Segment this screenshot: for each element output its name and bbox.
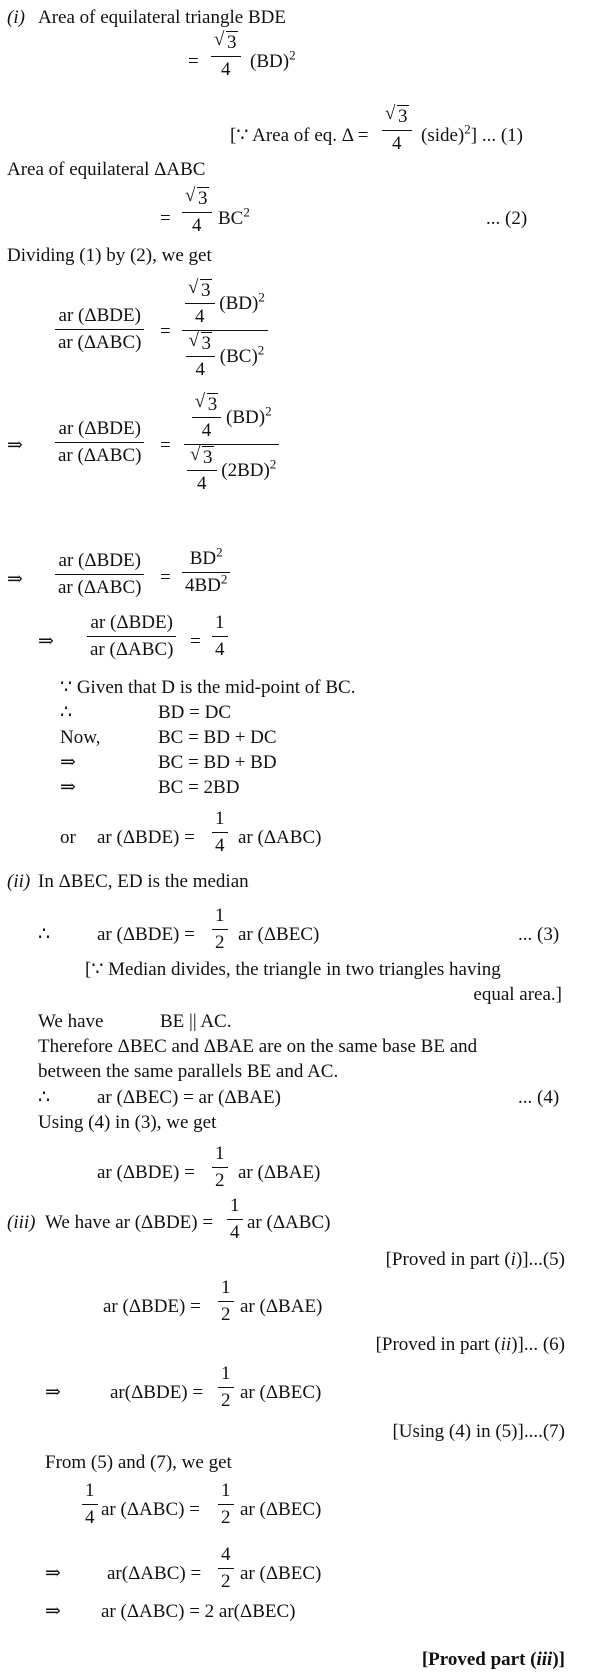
fraction-1-over-2: $\frac{1}{2}$ xyxy=(212,1143,228,1192)
implies-arrow: ⇒ xyxy=(7,569,23,590)
fraction-1-over-2: $\frac{1}{2}$ xyxy=(218,1480,234,1529)
dividing-text: Dividing (1) by (2), we get xyxy=(7,245,212,266)
eq-sign: = xyxy=(160,208,171,229)
ar-abc-term: ar (ΔABC) xyxy=(247,1212,331,1233)
ar-bde-eq: ar(ΔBDE) = xyxy=(110,1382,204,1403)
ratio-ar-bde-ar-abc: ar (ΔBDE) ar (ΔABC) xyxy=(55,418,144,467)
eq-sign: = xyxy=(160,567,171,588)
implies-arrow: ⇒ xyxy=(60,777,76,798)
implies-arrow: ⇒ xyxy=(45,1601,61,1622)
using-text: Using (4) in (3), we get xyxy=(38,1112,217,1133)
part-ii-intro: In ΔBEC, ED is the median xyxy=(38,871,249,892)
eq-ref-4: ... (4) xyxy=(518,1087,560,1108)
from-text: From (5) and (7), we get xyxy=(45,1452,232,1473)
eq-ref-3: ... (3) xyxy=(518,924,560,945)
ar-bae-term: ar (ΔBAE) xyxy=(240,1296,323,1317)
fraction-1-over-2: $\frac{1}{2}$ xyxy=(218,1363,234,1412)
bc-eq-bd-bd: BC = BD + BD xyxy=(158,752,277,773)
therefore-line-1: Therefore ΔBEC and ΔBAE are on the same base BE and xyxy=(38,1036,478,1057)
side-squared: (side)$^2$] ... (1) xyxy=(421,121,523,146)
implies-arrow: ⇒ xyxy=(45,1382,61,1403)
eq-sign: = xyxy=(188,51,199,72)
eq-4: ar (ΔBEC) = ar (ΔBAE) xyxy=(97,1087,281,1108)
ratio-ar-bde-ar-abc: ar (ΔBDE) ar (ΔABC) xyxy=(55,305,144,354)
bd-squared: (BD)$^2$ xyxy=(250,47,296,72)
abc-heading: Area of equilateral ΔABC xyxy=(7,159,206,180)
proved-part-iii: [Proved part (iii)] xyxy=(421,1649,565,1670)
fraction-root3-over-4: √ 3 4 xyxy=(211,32,241,81)
median-note-line-1: [∵ Median divides, the triangle in two triangles having xyxy=(85,959,501,980)
bd-eq-dc: BD = DC xyxy=(158,702,232,723)
be-parallel-ac: BE || AC. xyxy=(160,1011,232,1032)
median-note-line-2: equal area.] xyxy=(473,984,562,1005)
compound-fraction: √ 3 4 (BD)$^2$ √ 3 4 (BC)$^2$ xyxy=(182,280,268,381)
therefore-symbol: ∴ xyxy=(38,924,51,945)
ar-bec-term: ar (ΔBEC) xyxy=(240,1499,322,1520)
fraction-1-over-4: $\frac{1}{4}$ xyxy=(212,612,228,661)
ar-bec-term: ar (ΔBEC) xyxy=(240,1563,322,1584)
implies-arrow: ⇒ xyxy=(45,1563,61,1584)
ar-abc-eq: ar (ΔABC) = xyxy=(101,1499,200,1520)
bc-eq-bd-dc: BC = BD + DC xyxy=(158,727,277,748)
fraction-1-over-4: $\frac{1}{4}$ xyxy=(82,1480,98,1529)
we-have-label: We have xyxy=(38,1011,104,1032)
bc-eq-2bd: BC = 2BD xyxy=(158,777,240,798)
ar-bae-term: ar (ΔBAE) xyxy=(238,1162,321,1183)
ar-bec-term: ar (ΔBEC) xyxy=(238,924,320,945)
eq-ref-7: [Using (4) in (5)]....(7) xyxy=(392,1421,565,1442)
eq-ref-6: [Proved in part (ii)]... (6) xyxy=(375,1334,565,1355)
ar-bec-term: ar (ΔBEC) xyxy=(240,1382,322,1403)
ratio-ar-bde-ar-abc: ar (ΔBDE) ar (ΔABC) xyxy=(87,612,176,661)
eq-sign: = xyxy=(190,631,201,652)
part-ii-label: (ii) xyxy=(7,871,31,892)
ar-abc-term: ar (ΔABC) xyxy=(238,827,322,848)
ar-bde-eq: ar (ΔBDE) = xyxy=(97,827,195,848)
fraction-1-over-2: $\frac{1}{2}$ xyxy=(212,905,228,954)
ar-bde-eq: ar (ΔBDE) = xyxy=(103,1296,201,1317)
therefore-line-2: between the same parallels BE and AC. xyxy=(38,1061,339,1082)
part-iii-label: (iii) xyxy=(7,1212,36,1233)
therefore-symbol: ∴ xyxy=(38,1087,51,1108)
ar-abc-eq: ar(ΔABC) = xyxy=(107,1563,202,1584)
ratio-ar-bde-ar-abc: ar (ΔBDE) ar (ΔABC) xyxy=(55,550,144,599)
implies-arrow: ⇒ xyxy=(60,752,76,773)
part-i-label: (i) xyxy=(7,7,25,28)
ar-bde-eq: ar (ΔBDE) = xyxy=(97,1162,195,1183)
bc-squared: $BC^2$ xyxy=(218,204,250,229)
area-formula-note: [∵ Area of eq. Δ = xyxy=(230,125,369,146)
eq-sign: = xyxy=(160,435,171,456)
or-label: or xyxy=(60,827,76,848)
fraction-1-over-2: $\frac{1}{2}$ xyxy=(218,1277,234,1326)
implies-arrow: ⇒ xyxy=(7,435,23,456)
fraction-1-over-4: $\frac{1}{4}$ xyxy=(227,1195,243,1244)
fraction-1-over-4: $\frac{1}{4}$ xyxy=(212,808,228,857)
fraction-bd2-over-4bd2: $\frac{BD^2}{4BD^2}$ xyxy=(182,548,230,597)
eq-sign: = xyxy=(160,321,171,342)
ar-bde-eq: ar (ΔBDE) = xyxy=(97,924,195,945)
given-midpoint: ∵ Given that D is the mid-point of BC. xyxy=(60,677,356,698)
fraction-root3-over-4: √ 3 4 xyxy=(182,188,212,237)
eq-ref-5: [Proved in part (i)]...(5) xyxy=(385,1249,565,1270)
fraction-4-over-2: $\frac{4}{2}$ xyxy=(218,1544,234,1593)
therefore-symbol: ∴ xyxy=(60,702,73,723)
now-label: Now, xyxy=(60,727,101,748)
eq-ref-2: ... (2) xyxy=(486,208,528,229)
part-i-heading: Area of equilateral triangle BDE xyxy=(38,7,286,28)
final-equation: ar (ΔABC) = 2 ar(ΔBEC) xyxy=(101,1601,296,1622)
part-iii-we-have: We have ar (ΔBDE) = xyxy=(45,1212,214,1233)
implies-arrow: ⇒ xyxy=(38,631,54,652)
compound-fraction: √ 3 4 (BD)$^2$ √ 3 4 $(2BD)^2$ xyxy=(184,394,279,495)
fraction-root3-over-4: √ 3 4 xyxy=(382,106,412,155)
